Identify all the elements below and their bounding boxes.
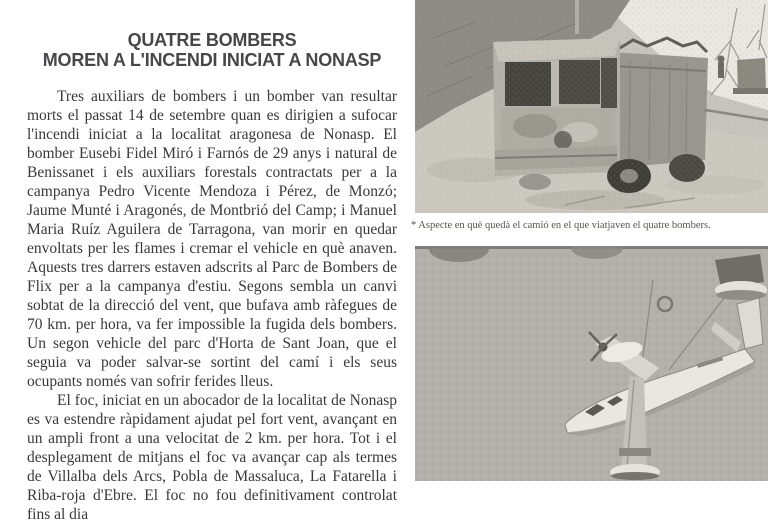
article-title-line1: QUATRE BOMBERS	[127, 30, 297, 50]
seaplane-illustration	[415, 246, 768, 481]
burned-truck-illustration	[415, 0, 768, 213]
wingtip-float-top	[715, 254, 767, 300]
burned-truck-photo	[415, 0, 768, 213]
article-title	[27, 30, 397, 70]
photo-column	[411, 0, 768, 481]
article-paragraph-1: Tres auxiliars de bombers i un bomber van resultar morts el passat 14 de setembre quan es dirigien a sufocar l'incendi iniciat a la localitat aragonesa de Nonasp. El bomber Eusebi Fidel Miró i Farnós de 29 anys i natural de Benissanet i els auxiliars forestals contractats per a la campanya Pedro Vicente Mendoza i Pérez, de Monzó; Jaume Munté i Aragonés, de Montbrió del Camp; i Manuel Maria Ruíz Aguilera de Tarragona, van morir en quedar envoltats per les flames i cremar el vehicle en què anaven. Aquests tres darrers estaven adscrits al Parc de Bombers de Flix per a la campanya d'estiu. Segons sembla un canvi sobtat de la direcció del vent, que bufava amb ràfegues de 70 km. per hora, va fer impossible la fugida dels bombers. Un segon vehicle del parc d'Horta de Sant Joan, que el seguia va poder salvar-se sortint del camí i els seus ocupants només van sofrir ferides lleus.	[27, 88, 397, 390]
truck-photo-caption: * Aspecte en què quedà el camió en el que viatjaven el quatre bombers.	[411, 220, 711, 231]
seaplane-photo	[415, 246, 768, 481]
article-column	[27, 30, 397, 524]
article-paragraph-2: El foc, iniciat en un abocador de la localitat de Nonasp es va estendre ràpidament ajudat pel fort vent, avançant en un ampli front a una velocitat de 2 km. per hora. Tot i el desplegament de mitjans el foc va avançar cap als termes de Villalba dels Arcs, Pobla de Massaluca, La Fatarella i Riba-roja d'Ebre. El foc no fou definitivament controlat fins al dia	[27, 392, 397, 523]
article-title-line2: MOREN A L'INCENDI INICIAT A NONASP	[42, 50, 382, 70]
